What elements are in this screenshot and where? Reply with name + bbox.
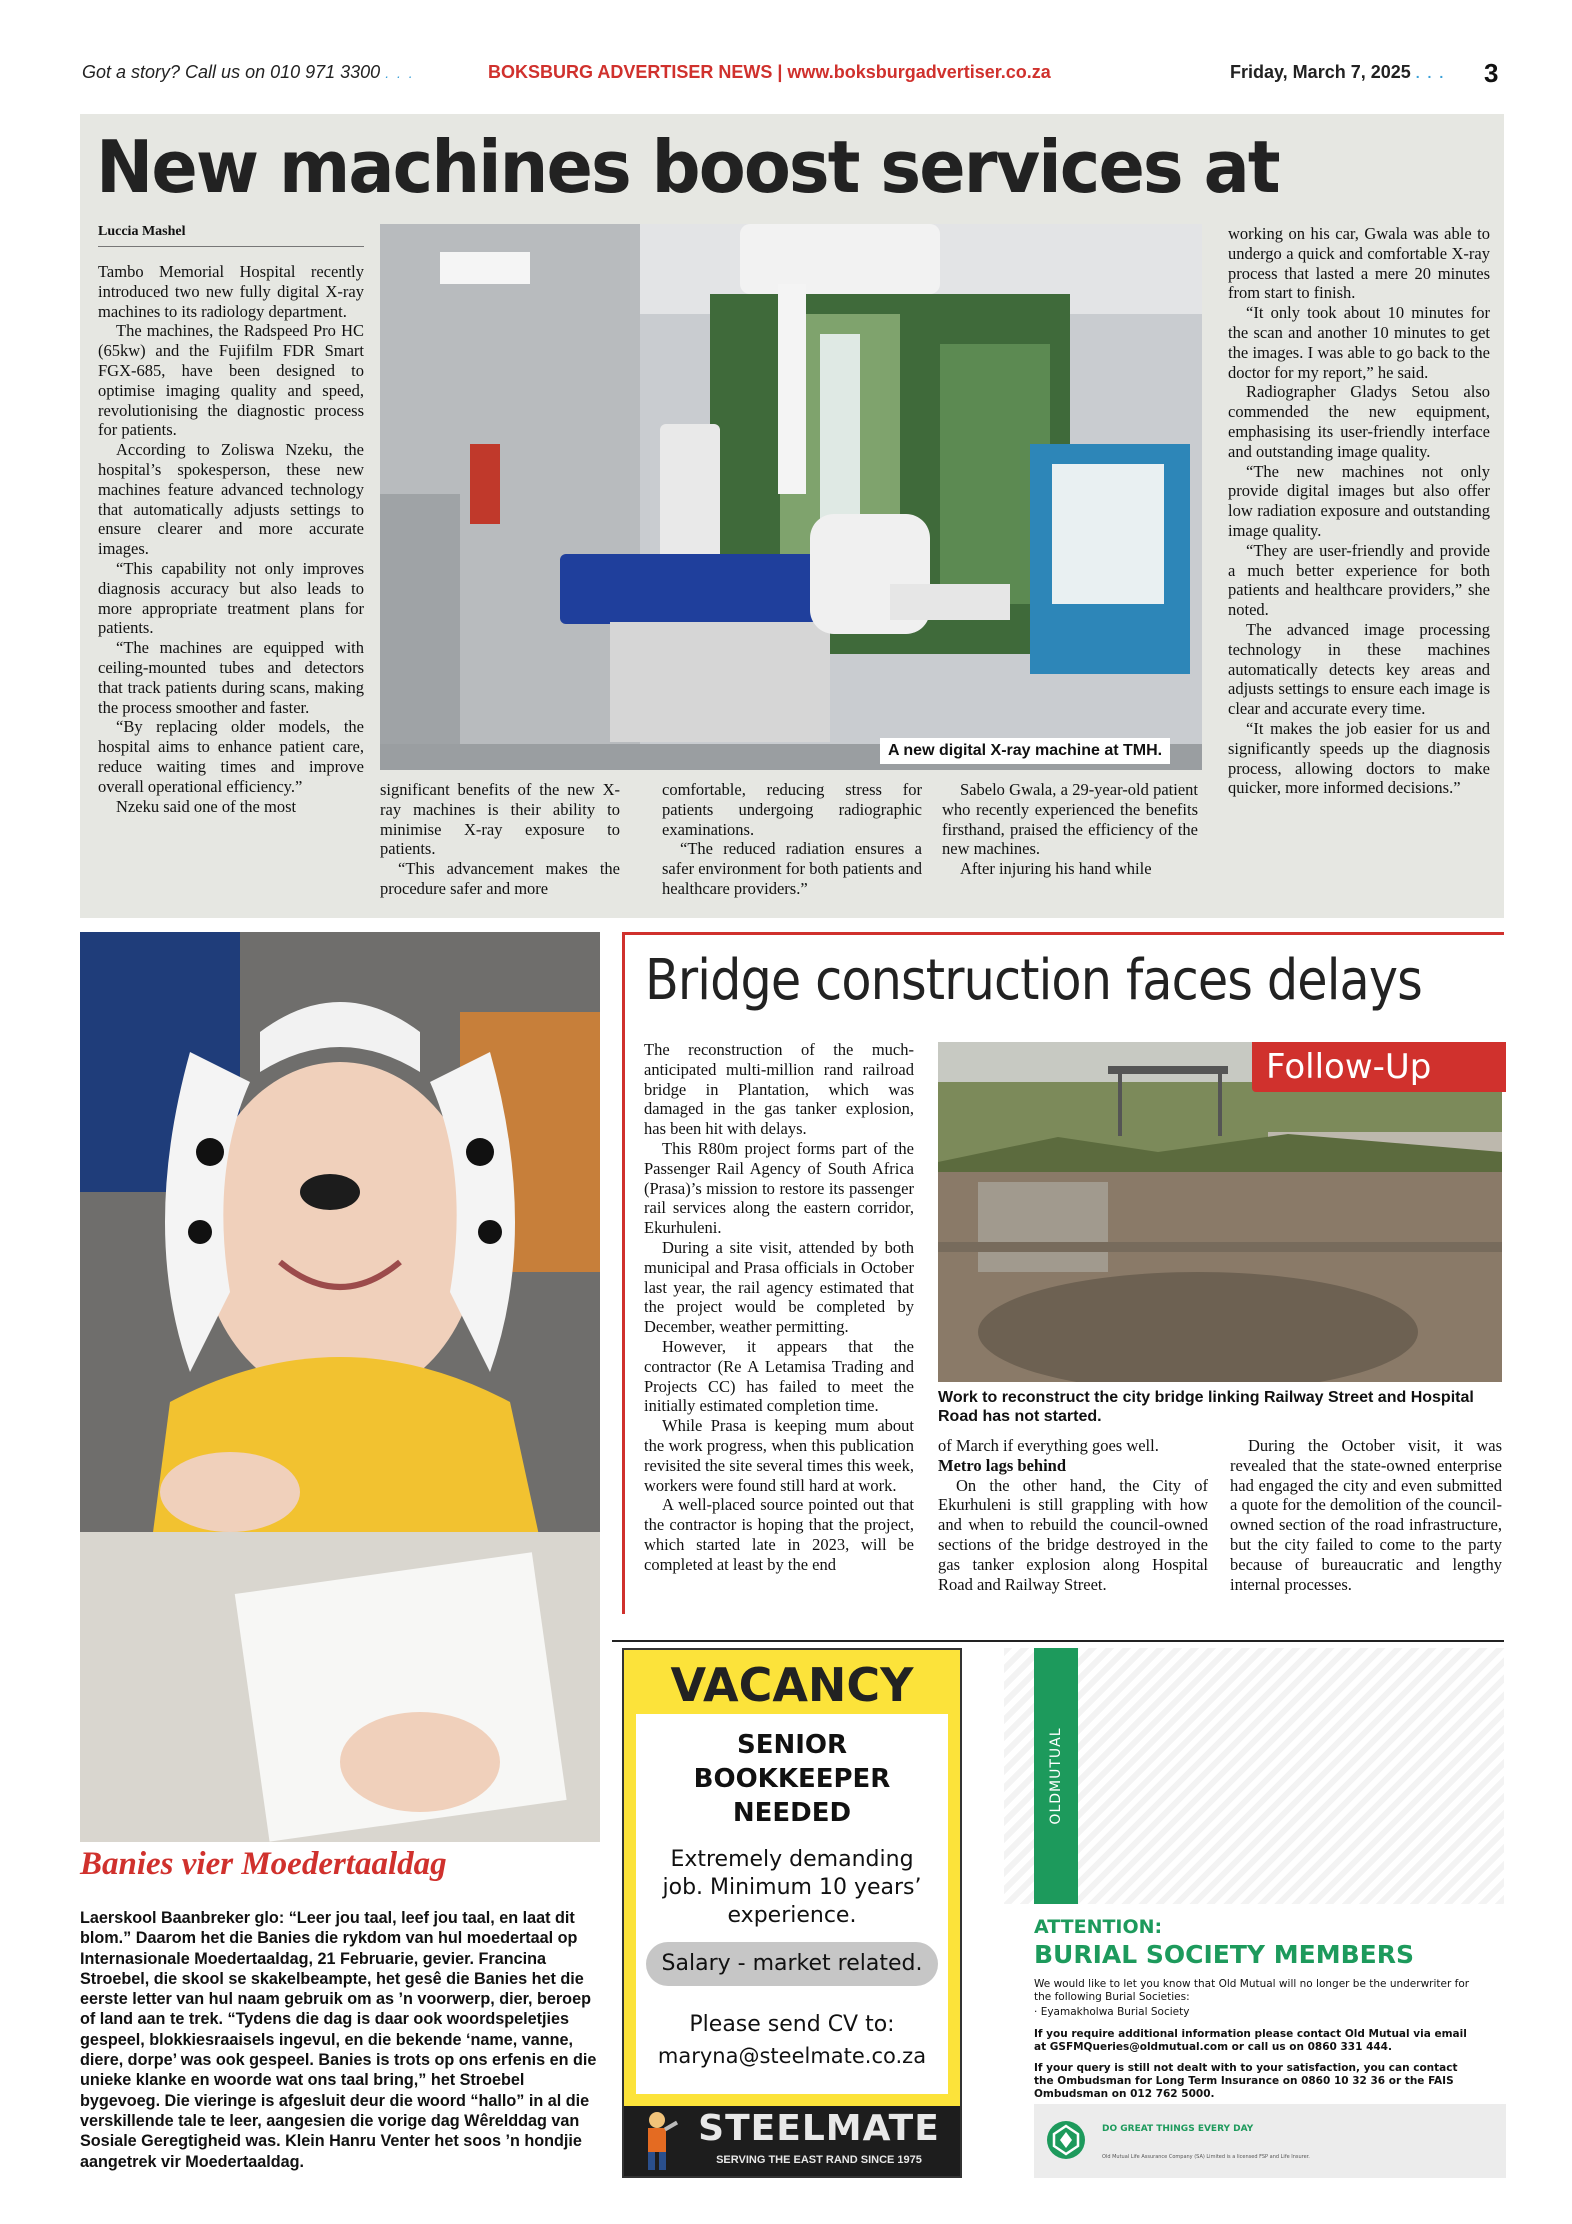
paragraph: comfortable, reducing stress for patients undergoing radiographic examinations. [662,780,922,839]
story1-column-3 [662,780,922,899]
dots-decoration: . . . [1415,65,1446,81]
paragraph: Tambo Memorial Hospital recently introduced two new fully digital X-ray machines to its radiology department. [98,262,364,321]
old-mutual-ad [1004,1648,1504,2178]
vacancy-send-cv: Please send CV to: [689,2012,895,2037]
paragraph: On the other hand, the City of Ekurhuleni is still grappling with how and when to rebuild the council-owned sections of the bridge destroyed in the gas tanker explosion along Hospital Road and Railway Street. [938,1475,1208,1594]
bridge-photo-caption: Work to reconstruct the city bridge linking Railway Street and Hospital Road has not started. [938,1389,1474,1425]
paragraph: significant benefits of the new X-ray machines is their ability to minimise X-ray exposure to patients. [380,780,620,859]
paragraph: “It makes the job easier for us and significantly speeds up the diagnosis process, allowing doctors to make quicker, more informed decisions.” [1228,718,1490,798]
xray-photo-caption: A new digital X-ray machine at TMH. [880,738,1170,764]
story2-column-3 [1230,1436,1502,1594]
om-footer [1034,2104,1506,2178]
story1-column-2 [380,780,620,899]
xray-room-illustration [380,224,1202,770]
om-info: If you require additional information please contact Old Mutual via email at GSFMQueries@oldmutual.com or call us on 0860 331 444. [1034,2028,1467,2053]
paragraph: While Prasa is keeping mum about the work progress, when this publication revisited the site several times this week, workers were found still hard at work. [644,1416,914,1495]
om-escalation: If your query is still not dealt with to your satisfaction, you can contact the Ombudsman for Long Term Insurance on 0860 10 32 36 or the FAIS Ombudsman on 012 762 5000. [1034,2062,1458,2100]
vacancy-email[interactable]: maryna@steelmate.co.za [657,2044,927,2068]
vacancy-position: SENIOR BOOKKEEPER NEEDED [693,1730,891,1828]
old-mutual-green-bar [1034,1648,1078,1904]
pattern-background [1004,1648,1504,1904]
paragraph: The machines, the Radspeed Pro HC (65kw) and the Fujifilm FDR Smart FGX-685, have been designed to optimise imaging quality and speed, revolutionising the diagnostic process for patients. [98,321,364,440]
follow-up-badge: Follow-Up [1252,1042,1506,1092]
old-mutual-logo-icon [1046,2120,1086,2160]
dalmatian-girl-photo [80,932,600,1842]
dots-decoration: . . . [385,65,415,81]
om-intro: We would like to let you know that Old Mutual will no longer be the underwriter for the following Burial Societies: [1034,1978,1470,2003]
paragraph: According to Zoliswa Nzeku, the hospital’s spokesperson, these new machines feature advanced technology that automatically adjusts settings to ensure clearer and more accurate images. [98,440,364,559]
paragraph: The reconstruction of the much-anticipated multi-million rand railroad bridge in Plantation, which was damaged in the gas tanker explosion, has been hit with delays. [644,1040,914,1139]
page-number: 3 [1484,58,1499,88]
paragraph: Nzeku said one of the most [116,796,297,816]
paragraph: of March if everything goes well. [938,1436,1159,1455]
story2-column-2 [938,1436,1208,1594]
girl-illustration [80,932,600,1842]
paragraph: “They are user-friendly and provide a much better experience for both patients and healthcare providers,” she noted. [1228,540,1490,620]
xray-room-photo [380,224,1202,770]
paragraph: However, it appears that the contractor (Re A Letamisa Trading and Projects CC) has failed to meet the initially estimated completion time. [644,1336,914,1416]
headline-banies: Banies vier Moedertaaldag [80,1846,447,1882]
story1-column-4 [942,780,1198,879]
red-frame-top [622,932,1504,935]
steelmate-brand: STEELMATE [698,2108,940,2149]
issue-date: Friday, March 7, 2025 . . . [1230,62,1446,82]
paragraph: Sabelo Gwala, a 29-year-old patient who recently experienced the benefits firsthand, praised the efficiency of the new machines. [942,780,1198,859]
byline: Luccia Mashel [98,224,186,239]
om-society-item: · Eyamakholwa Burial Society [1034,2006,1190,2018]
bridge-illustration [938,1042,1502,1382]
story2-column-1 [644,1040,914,1575]
paragraph: “The new machines not only provide digital images but also offer low radiation exposure and outstanding image quality. [1228,461,1490,540]
byline-rule [98,246,364,247]
paragraph: During the October visit, it was revealed that the state-owned enterprise had engaged the city and even submitted a quote for the demolition of the council-owned section of the road infrastructure, but the city failed to come to the party because of bureaucratic and lengthy internal processes. [1230,1436,1502,1594]
burial-society-title: BURIAL SOCIETY MEMBERS [1034,1940,1414,1969]
paragraph: “This capability not only improves diagnosis accuracy but also leads to more appropriate treatment plans for patients. [98,558,364,638]
om-legal: Old Mutual Life Assurance Company (SA) Limited is a licensed FSP and Life Insurer. [1102,2154,1310,2160]
old-mutual-vertical-logo: OLDMUTUAL [1048,1727,1064,1825]
vacancy-title: VACANCY [670,1658,914,1712]
worker-mascot-icon [634,2110,680,2172]
story1-column-1 [98,262,364,816]
subheading-metro: Metro lags behind [938,1455,1067,1475]
paragraph: A well-placed source pointed out that the contractor is hoping that the project, which started late in 2023, will be completed at least by the end [644,1495,914,1574]
ad-divider [612,1640,1504,1642]
om-slogan: DO GREAT THINGS EVERY DAY [1102,2124,1254,2134]
paragraph: working on his car, Gwala was able to undergo a quick and comfortable X-ray process that lasted a mere 20 minutes from start to finish. [1228,224,1490,303]
attention-label: ATTENTION: [1034,1916,1163,1938]
publication-name: BOKSBURG ADVERTISER NEWS | www.boksburgadvertiser.co.za [488,62,1051,82]
story-tip-line: Got a story? Call us on 010 971 3300 . . . [82,62,415,82]
vacancy-salary: Salary - market related. [646,1942,938,1986]
paragraph: “It only took about 10 minutes for the scan and another 10 minutes to get the images. I was able to go back to the doctor for my report,” he said. [1228,303,1490,382]
paragraph: After injuring his hand while [960,859,1152,879]
red-frame-left [622,932,625,1614]
vacancy-requirement: Extremely demanding job. Minimum 10 years’ experience. [662,1847,922,1928]
vacancy-inner-panel [636,1714,948,2094]
bridge-site-photo [938,1042,1502,1382]
headline-tmh: New machines boost services at [96,125,1279,209]
vacancy-ad [622,1648,962,2178]
story1-column-5 [1228,224,1490,798]
steelmate-banner [624,2106,960,2176]
paragraph: “The reduced radiation ensures a safer environment for both patients and healthcare providers.” [662,839,922,898]
paragraph: Radiographer Gladys Setou also commended the new equipment, emphasising its user-friendly interface and outstanding image quality. [1228,382,1490,461]
steelmate-tagline: SERVING THE EAST RAND SINCE 1975 [716,2154,922,2166]
paragraph: This R80m project forms part of the Passenger Rail Agency of South Africa (Prasa)’s mission to restore its passenger rail services along the eastern corridor, Ekurhuleni. [644,1138,914,1238]
paragraph: “This advancement makes the procedure safer and more [380,859,620,898]
paragraph: The advanced image processing technology in these machines automatically detects key areas and adjusts settings to ensure each image is clear and accurate every time. [1228,619,1490,719]
story3-body: Laerskool Baanbreker glo: “Leer jou taal, leef jou taal, en laat dit blom.” Daarom het die Banies die rykdom van hul moedertaal op Internasionale Moedertaaldag, 21 Februarie, gevier. Francina Stroebel, die skool se skakelbeampte, het gesê die Banies het die eerste letter van hul naam gebruik om as ’n voorwerp, dier, beroep of land aan te trek. “Tydens die dag is daar ook woordspeletjies gespeel, blokkiesraaisels ingevul, en die bekende ‘name, vanne, diere, dorpe’ was ook gespeel. Banies is trots op ons erfenis en die unieke klanke en woorde wat ons taal bring,” het Stroebel bygevoeg. Die vieringe is afgesluit deur die woord “hallo” in al die verskillende tale te leer, aangesien die vorige dag Wêrelddag van Sosiale Geregtigheid was. Klein Hanru Venter het soos ’n hondjie aangetrek vir Moedertaaldag. [80,1909,597,2171]
paragraph: “The machines are equipped with ceiling-mounted tubes and detectors that track patients during scans, making the process smoother and faster. [98,638,364,717]
paragraph: During a site visit, attended by both municipal and Prasa officials in October last year, the rail agency estimated that the project would be completed by December, weather permitting. [644,1237,914,1337]
paragraph: “By replacing older models, the hospital aims to enhance patient care, reduce waiting times and improve overall operational efficiency.” [98,717,364,796]
headline-bridge: Bridge construction faces delays [645,948,1422,1013]
